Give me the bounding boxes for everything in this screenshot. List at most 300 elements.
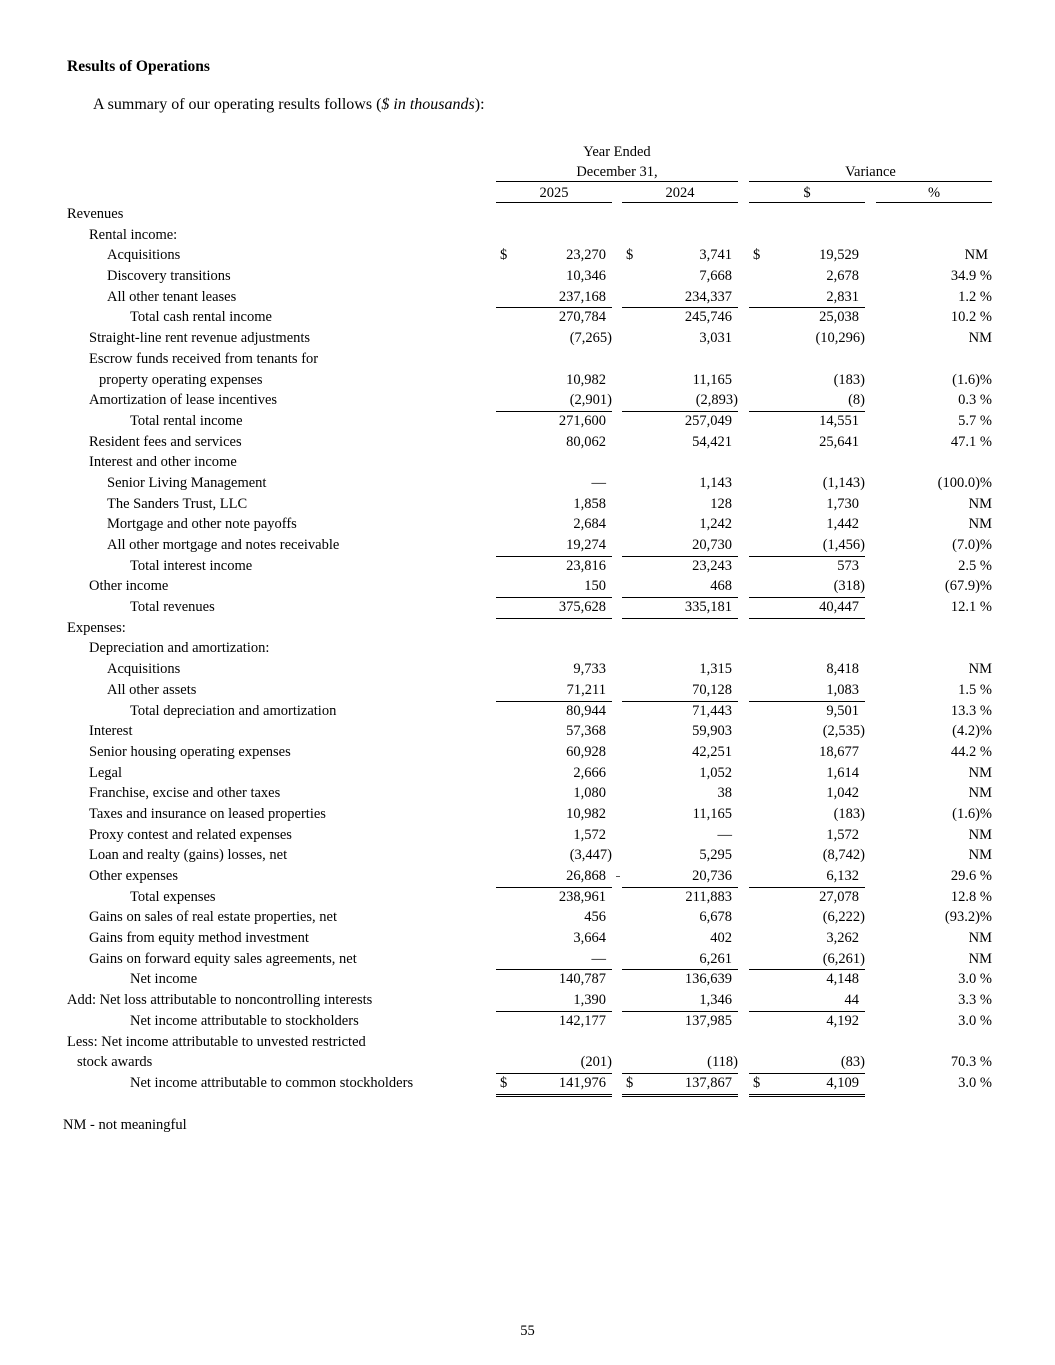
table-row [0, 783, 1055, 804]
row-value: 237,168 [558, 288, 606, 305]
row-cell [622, 1052, 738, 1074]
table-row [0, 556, 1055, 577]
row-cell [622, 597, 738, 619]
row-cell [876, 907, 992, 928]
row-cell [622, 390, 738, 412]
row-value: 13.3 % [950, 702, 992, 719]
row-label: Total depreciation and amortization [130, 702, 337, 719]
row-cell [876, 928, 992, 949]
row-cell [876, 825, 992, 846]
table-row [0, 245, 1055, 266]
row-cell [749, 659, 865, 680]
row-label: Straight-line rent revenue adjustments [89, 330, 311, 347]
row-label: Total expenses [130, 888, 216, 905]
row-value: 9,733 [573, 661, 606, 678]
row-label: Franchise, excise and other taxes [89, 785, 281, 802]
header-rule-dollar [749, 202, 865, 203]
row-cell [622, 432, 738, 453]
row-cell [876, 245, 992, 266]
table-row [0, 1052, 1055, 1073]
row-cell [749, 701, 865, 722]
row-value: 27,078 [819, 888, 859, 905]
row-value: (6,222) [822, 909, 865, 926]
row-cell [876, 969, 992, 990]
row-cell [749, 370, 865, 391]
row-value: 150 [584, 578, 606, 595]
row-label: Revenues [67, 206, 124, 222]
row-cell [496, 1011, 612, 1032]
row-cell [876, 411, 992, 432]
row-cell [749, 390, 865, 412]
row-cell [496, 370, 612, 391]
row-value: NM [968, 826, 992, 843]
row-cell [622, 721, 738, 742]
row-value: 80,062 [566, 433, 606, 450]
row-cell [876, 514, 992, 535]
row-value: (93.2)% [944, 909, 992, 926]
table-row [0, 390, 1055, 411]
row-cell [749, 825, 865, 846]
table-row [0, 949, 1055, 970]
row-label: Gains from equity method investment [89, 930, 309, 947]
row-value: 42,251 [692, 743, 732, 760]
row-cell [749, 721, 865, 742]
row-cell [622, 1073, 738, 1097]
row-cell [496, 969, 612, 990]
row-value: 9,501 [826, 702, 859, 719]
row-cell [496, 328, 612, 349]
table-row [0, 825, 1055, 846]
currency-symbol: $ [500, 1074, 508, 1091]
table-row [0, 597, 1055, 618]
table-row [0, 866, 1055, 887]
footnote: NM - not meaningful [63, 1117, 187, 1133]
table-row [0, 928, 1055, 949]
row-value: (1.6)% [952, 371, 992, 388]
row-cell [622, 659, 738, 680]
row-value: 60,928 [566, 743, 606, 760]
row-label: Mortgage and other note payoffs [107, 516, 297, 533]
row-cell [876, 701, 992, 722]
row-value: — [717, 826, 732, 843]
row-cell [749, 328, 865, 349]
row-cell [496, 307, 612, 328]
row-value: 25,641 [819, 433, 859, 450]
row-value: 80,944 [566, 702, 606, 719]
row-value: 10.2 % [950, 309, 992, 326]
row-value: (1,456) [822, 537, 865, 553]
row-value: (1.6)% [952, 805, 992, 822]
row-cell [622, 535, 738, 557]
header-december: December 31, [576, 164, 658, 180]
row-value: 2.5 % [958, 557, 992, 574]
row-value: (8) [848, 392, 865, 409]
row-cell [749, 556, 865, 577]
row-label: Senior Living Management [107, 474, 267, 491]
row-value: 1.5 % [958, 681, 992, 698]
row-label: Rental income: [89, 226, 178, 243]
row-value: 2,678 [826, 268, 859, 285]
row-value: 54,421 [692, 433, 732, 450]
row-cell [496, 680, 612, 702]
row-value: 468 [710, 578, 732, 595]
row-value: 71,443 [692, 702, 732, 719]
row-cell [876, 721, 992, 742]
row-cell [622, 949, 738, 971]
currency-symbol: $ [626, 247, 634, 264]
row-cell [749, 514, 865, 535]
table-row [0, 638, 1055, 659]
table-row [0, 701, 1055, 722]
row-value: 29.6 % [950, 868, 992, 884]
row-value: 5.7 % [958, 412, 992, 429]
row-cell [496, 907, 612, 928]
row-value: 11,165 [692, 371, 732, 388]
row-cell [496, 245, 612, 266]
row-label: Discovery transitions [107, 268, 231, 285]
table-row [0, 494, 1055, 515]
row-value: 44 [844, 992, 859, 1009]
currency-symbol: $ [500, 247, 508, 264]
page-number: 55 [520, 1323, 535, 1339]
row-label: Senior housing operating expenses [89, 743, 291, 760]
table-row [0, 845, 1055, 866]
row-value: NM [968, 495, 992, 512]
table-row [0, 370, 1055, 391]
table-row [0, 432, 1055, 453]
row-cell [749, 680, 865, 702]
row-value: 14,551 [819, 412, 859, 429]
row-cell [622, 245, 738, 266]
row-cell [876, 1011, 992, 1032]
row-label: All other mortgage and notes receivable [107, 537, 340, 553]
row-cell [496, 1052, 612, 1074]
row-value: 7,668 [699, 268, 732, 285]
intro-italic: $ in thousands [381, 96, 475, 113]
row-cell [622, 370, 738, 391]
row-label: Loan and realty (gains) losses, net [89, 847, 288, 864]
table-row [0, 452, 1055, 473]
table-row [0, 576, 1055, 597]
table-row [0, 266, 1055, 287]
row-cell [622, 742, 738, 763]
row-value: (118) [707, 1054, 738, 1071]
row-cell [749, 1073, 865, 1097]
row-value: 8,418 [826, 661, 859, 678]
row-label: Amortization of lease incentives [89, 392, 278, 409]
row-value: 1.2 % [958, 288, 992, 305]
table-row [0, 1011, 1055, 1032]
row-label: Other expenses [89, 868, 178, 884]
row-value: 44.2 % [950, 743, 992, 760]
row-cell [876, 390, 992, 411]
table-row [0, 887, 1055, 908]
row-cell [749, 949, 865, 971]
row-value: 1,614 [826, 764, 859, 781]
row-cell [622, 556, 738, 577]
row-cell [622, 845, 738, 866]
row-cell [876, 576, 992, 597]
table-row [0, 204, 1055, 225]
row-value: 137,867 [684, 1074, 732, 1091]
row-cell [749, 473, 865, 494]
row-value: (183) [833, 805, 865, 822]
header-rule-2025 [496, 202, 612, 203]
row-value: 6,132 [826, 868, 859, 884]
row-value: 573 [837, 557, 859, 574]
row-cell [749, 990, 865, 1012]
row-value: (3,447) [569, 847, 612, 864]
row-label: Gains on sales of real estate properties, net [89, 909, 338, 926]
row-cell [496, 1073, 612, 1097]
currency-symbol: $ [753, 247, 761, 264]
row-cell [876, 535, 992, 556]
row-cell [622, 680, 738, 702]
row-label: Resident fees and services [89, 433, 242, 450]
header-rule-variance [749, 181, 992, 182]
row-value: 1,042 [826, 785, 859, 802]
row-cell [876, 597, 992, 618]
row-cell [496, 266, 612, 287]
row-label: Legal [89, 764, 123, 781]
row-label: stock awards [77, 1054, 153, 1071]
row-value: NM [968, 847, 992, 864]
row-cell [876, 473, 992, 494]
row-cell [749, 287, 865, 309]
row-cell [622, 804, 738, 825]
row-cell [496, 494, 612, 515]
row-value: 335,181 [684, 599, 732, 616]
row-value: — [591, 474, 606, 491]
table-row [0, 307, 1055, 328]
row-value: (2,901) [569, 392, 612, 409]
table-row [0, 990, 1055, 1011]
row-value: 4,109 [826, 1074, 859, 1091]
row-cell [876, 804, 992, 825]
row-value: 20,730 [692, 537, 732, 553]
header-variance: Variance [845, 164, 896, 180]
row-value: 57,368 [566, 723, 606, 740]
row-cell [622, 825, 738, 846]
row-value: 2,831 [826, 288, 859, 305]
row-cell [876, 783, 992, 804]
row-label: Total revenues [130, 599, 215, 616]
row-value: 70.3 % [950, 1054, 992, 1071]
row-cell [622, 494, 738, 515]
row-cell [876, 680, 992, 701]
row-value: (100.0)% [937, 474, 992, 491]
row-value: 1,083 [826, 681, 859, 698]
stray-mark [616, 876, 620, 877]
row-value: (1,143) [822, 474, 865, 491]
row-value: 10,346 [566, 268, 606, 285]
row-label: Total cash rental income [130, 309, 272, 326]
row-value: 71,211 [566, 681, 606, 698]
row-cell [876, 266, 992, 287]
row-cell [876, 742, 992, 763]
row-label: All other tenant leases [107, 288, 237, 305]
row-cell [496, 659, 612, 680]
row-cell [749, 845, 865, 866]
row-value: 26,868 [566, 868, 606, 884]
row-cell [622, 328, 738, 349]
row-cell [749, 887, 865, 908]
row-cell [496, 825, 612, 846]
row-value: 270,784 [558, 309, 606, 326]
row-cell [876, 887, 992, 908]
row-value: 136,639 [684, 971, 732, 988]
table-row [0, 742, 1055, 763]
row-cell [622, 514, 738, 535]
row-cell [496, 845, 612, 866]
header-col-percent: % [927, 185, 941, 201]
row-value: 23,270 [566, 247, 606, 264]
row-value: 140,787 [558, 971, 606, 988]
row-cell [749, 597, 865, 619]
row-cell [496, 804, 612, 825]
row-label: Gains on forward equity sales agreements, net [89, 950, 357, 967]
row-label: Net income attributable to stockholders [130, 1012, 359, 1029]
row-value: 3.3 % [958, 992, 992, 1009]
row-cell [622, 1011, 738, 1032]
section-title: Results of Operations [67, 58, 210, 75]
row-value: 3.0 % [958, 1012, 992, 1029]
table-row [0, 349, 1055, 370]
row-value: 271,600 [558, 412, 606, 429]
table-row [0, 1032, 1055, 1053]
row-value: 1,080 [573, 785, 606, 802]
row-value: 3,741 [699, 247, 732, 264]
row-cell [496, 990, 612, 1012]
row-value: (7.0)% [952, 537, 992, 553]
row-value: (183) [833, 371, 865, 388]
table-row [0, 473, 1055, 494]
row-cell [496, 287, 612, 309]
row-value: 142,177 [558, 1012, 606, 1029]
row-cell [749, 1011, 865, 1032]
row-cell [876, 866, 992, 887]
row-label: property operating expenses [99, 371, 263, 388]
row-value: 141,976 [558, 1074, 606, 1091]
row-value: (2,535) [822, 723, 865, 740]
row-value: 137,985 [684, 1012, 732, 1029]
row-cell [749, 804, 865, 825]
row-value: 1,442 [826, 516, 859, 533]
table-row [0, 659, 1055, 680]
row-cell [622, 866, 738, 888]
row-value: 3,262 [826, 930, 859, 947]
row-cell [496, 742, 612, 763]
row-value: 3.0 % [958, 971, 992, 988]
row-value: 1,858 [573, 495, 606, 512]
row-cell [622, 576, 738, 598]
row-cell [749, 245, 865, 266]
row-value: 4,192 [826, 1012, 859, 1029]
row-value: 6,678 [699, 909, 732, 926]
row-cell [876, 432, 992, 453]
row-value: 18,677 [819, 743, 859, 760]
row-label: Acquisitions [107, 661, 181, 678]
row-cell [622, 907, 738, 928]
row-value: (6,261) [822, 950, 865, 967]
row-label: Total rental income [130, 412, 243, 429]
row-cell [622, 969, 738, 990]
row-cell [749, 907, 865, 928]
row-cell [622, 473, 738, 494]
row-cell [749, 411, 865, 432]
row-value: 12.8 % [950, 888, 992, 905]
row-value: 1,052 [699, 764, 732, 781]
row-value: 1,390 [573, 992, 606, 1009]
row-cell [496, 721, 612, 742]
row-label: Net income attributable to common stockholders [130, 1074, 414, 1091]
row-label: Interest and other income [89, 454, 237, 471]
row-cell [876, 494, 992, 515]
row-value: 10,982 [566, 805, 606, 822]
row-value: 0.3 % [958, 392, 992, 409]
row-value: NM [968, 950, 992, 967]
row-value: NM [968, 516, 992, 533]
row-cell [496, 887, 612, 908]
row-cell [876, 1052, 992, 1073]
row-value: 1,572 [573, 826, 606, 843]
row-cell [496, 473, 612, 494]
row-value: 3.0 % [958, 1074, 992, 1091]
row-cell [622, 887, 738, 908]
row-cell [496, 866, 612, 888]
intro-suffix: ): [474, 96, 485, 113]
row-value: 19,529 [819, 247, 859, 264]
row-value: 6,261 [699, 950, 732, 967]
row-value: 1,572 [826, 826, 859, 843]
row-cell [749, 307, 865, 328]
header-col-dollar: $ [803, 185, 811, 201]
row-value: 1,730 [826, 495, 859, 512]
row-value: 1,315 [699, 661, 732, 678]
row-value: NM [968, 785, 992, 802]
table-row [0, 514, 1055, 535]
row-cell [496, 928, 612, 949]
row-value: 10,982 [566, 371, 606, 388]
row-value: 4,148 [826, 971, 859, 988]
table-row [0, 804, 1055, 825]
row-label: Proxy contest and related expenses [89, 826, 292, 843]
row-value: 245,746 [684, 309, 732, 326]
row-value: 402 [710, 930, 732, 947]
row-cell [876, 370, 992, 391]
header-rule-percent [876, 202, 992, 203]
row-value: 3,664 [573, 930, 606, 947]
row-label: Expenses: [67, 619, 126, 636]
row-value: 2,666 [573, 764, 606, 781]
row-value: NM [968, 330, 992, 347]
row-value: 47.1 % [950, 433, 992, 450]
currency-symbol: $ [753, 1074, 761, 1091]
header-col-2024: 2024 [665, 185, 695, 201]
table-row [0, 907, 1055, 928]
row-cell [496, 763, 612, 784]
row-cell [496, 783, 612, 804]
table-row [0, 225, 1055, 246]
row-label: Taxes and insurance on leased properties [89, 805, 326, 822]
row-value: 19,274 [566, 537, 606, 553]
row-value: 238,961 [558, 888, 606, 905]
row-value: 23,816 [566, 557, 606, 574]
row-value: 3,031 [699, 330, 732, 347]
table-row [0, 1073, 1055, 1094]
row-label: Escrow funds received from tenants for [89, 350, 319, 367]
row-value: 20,736 [692, 868, 732, 884]
